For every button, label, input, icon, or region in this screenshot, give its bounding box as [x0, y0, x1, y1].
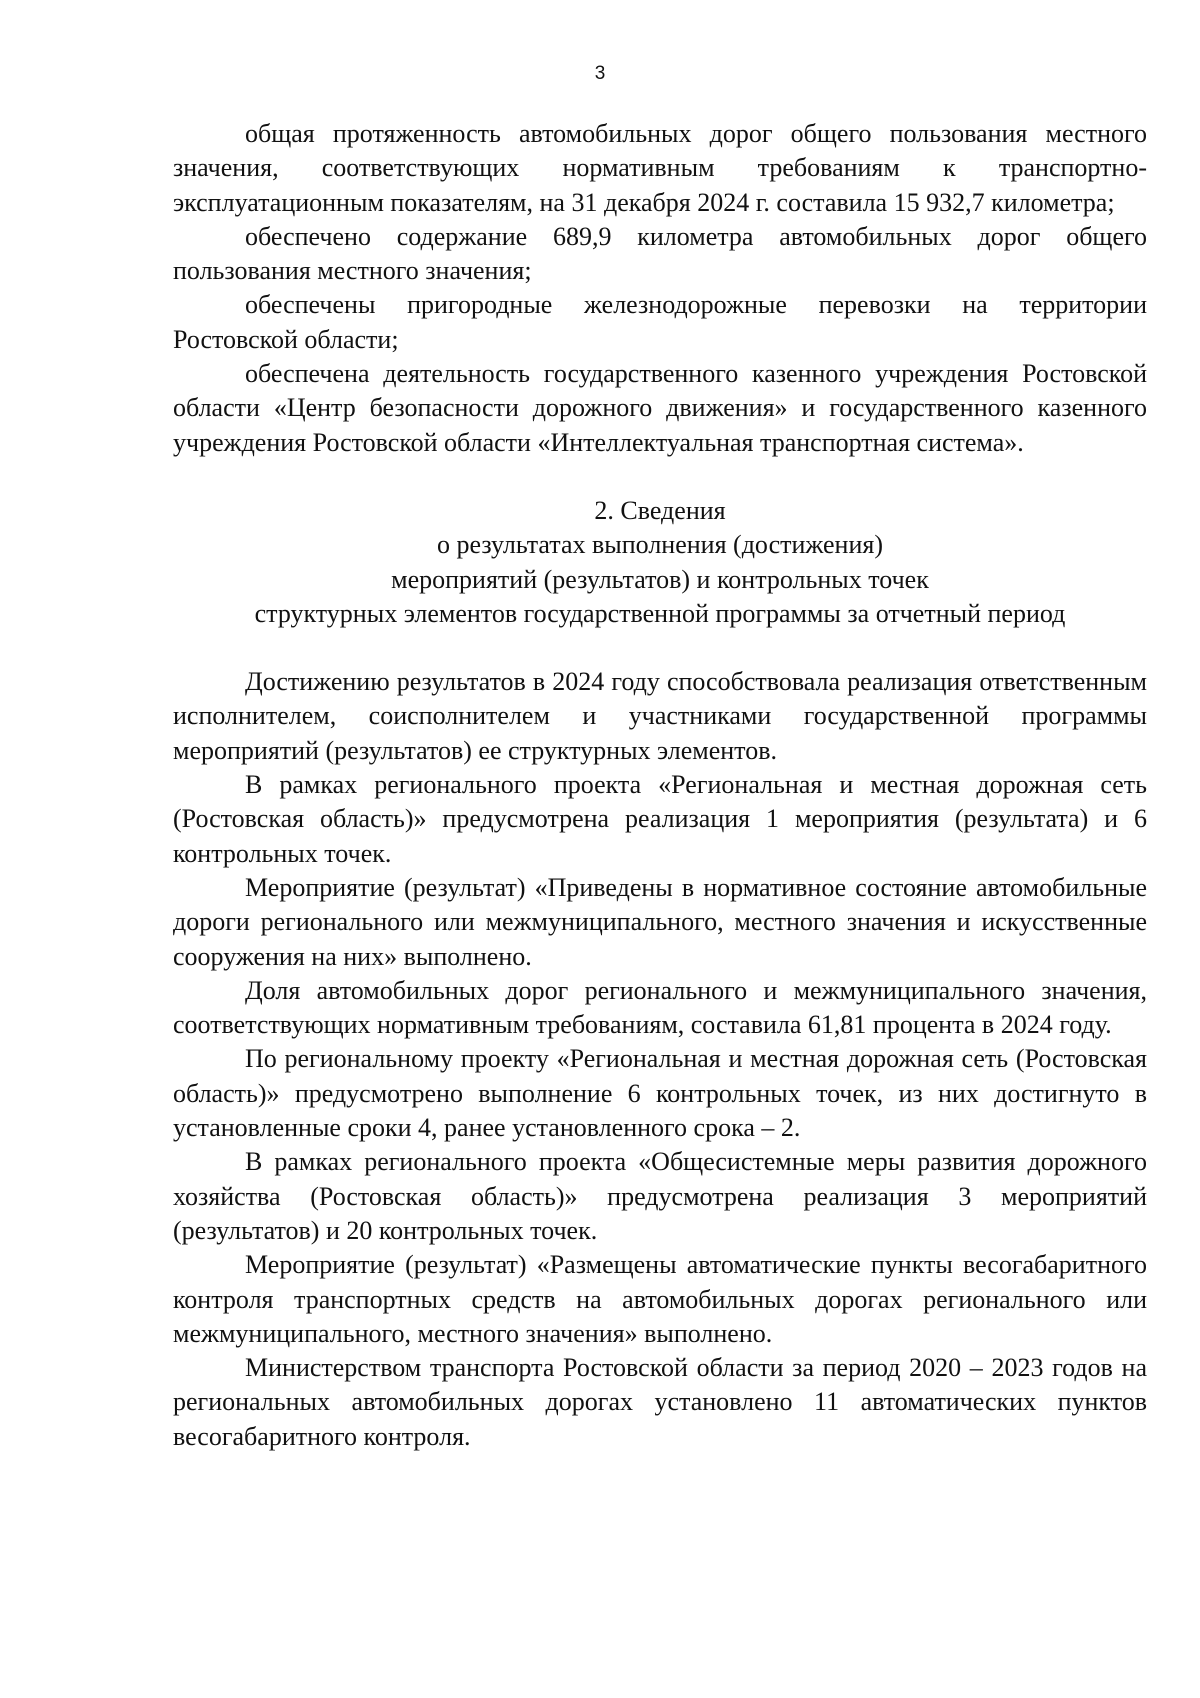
section-heading	[173, 494, 1147, 631]
paragraph-regional-project-road-network: В рамках регионального проекта «Региональная и местная дорожная сеть (Ростовская область)» предусмотрена реализация 1 мероприятия (результата) и 6 контрольных точек.	[173, 770, 1147, 868]
paragraph-measure-roads-normative: Мероприятие (результат) «Приведены в нормативное состояние автомобильные дороги регионального или межмуниципального, местного значения и искусственные сооружения на них» выполнено.	[173, 872, 1147, 971]
paragraph-measure-weight-control: Мероприятие (результат) «Размещены автоматические пункты весогабаритного контроля транспортных средств на автомобильных дорогах регионального или межмуниципального, местного значения» выполнено.	[173, 1250, 1147, 1348]
paragraph-results-achievement: Достижению результатов в 2024 году способствовала реализация ответственным исполнителем, соисполнителем и участниками государственной программы мероприятий (результатов) ее структурных элементов.	[173, 667, 1147, 765]
paragraph-control-points: По региональному проекту «Региональная и местная дорожная сеть (Ростовская область)» предусмотрено выполнение 6 контрольных точек, из них достигнуто в установленные сроки 4, ранее установленного срока – 2.	[173, 1044, 1147, 1143]
paragraph-regional-project-system-measures: В рамках регионального проекта «Общесистемные меры развития дорожного хозяйства (Ростовская область)» предусмотрена реализация 3 мероприятий (результатов) и 20 контрольных точек.	[173, 1147, 1147, 1245]
section-heading-line: структурных элементов государственной программы за отчетный период	[254, 598, 1066, 628]
paragraph-road-maintenance: обеспечено содержание 689,9 километра автомобильных дорог общего пользования местного значения;	[173, 221, 1147, 286]
paragraph-share-of-roads: Доля автомобильных дорог регионального и межмуниципального значения, соответствующих нормативным требованиям, составила 61,81 процента в 2024 году.	[173, 975, 1147, 1040]
paragraph-suburban-rail: обеспечены пригородные железнодорожные перевозки на территории Ростовской области;	[173, 290, 1147, 354]
document-body	[173, 117, 1147, 1454]
section-heading-line: 2. Сведения	[594, 495, 726, 525]
section-heading-line: мероприятий (результатов) и контрольных точек	[391, 564, 929, 594]
paragraph-road-length: общая протяженность автомобильных дорог общего пользования местного значения, соответствующих нормативным требованиям к транспортно-эксплуатационным показателям, на 31 декабря 2024 г. составила 15 932,7 километра;	[173, 119, 1147, 217]
paragraph-ministry-installed-points: Министерством транспорта Ростовской области за период 2020 – 2023 годов на региональных автомобильных дорогах установлено 11 автоматических пунктов весогабаритного контроля.	[173, 1353, 1147, 1451]
paragraph-state-institutions: обеспечена деятельность государственного казенного учреждения Ростовской области «Центр безопасности дорожного движения» и государственного казенного учреждения Ростовской области «Интеллектуальная транспортная система».	[173, 359, 1147, 457]
section-heading-line: о результатах выполнения (достижения)	[436, 530, 884, 560]
page-number: 3	[594, 63, 606, 84]
